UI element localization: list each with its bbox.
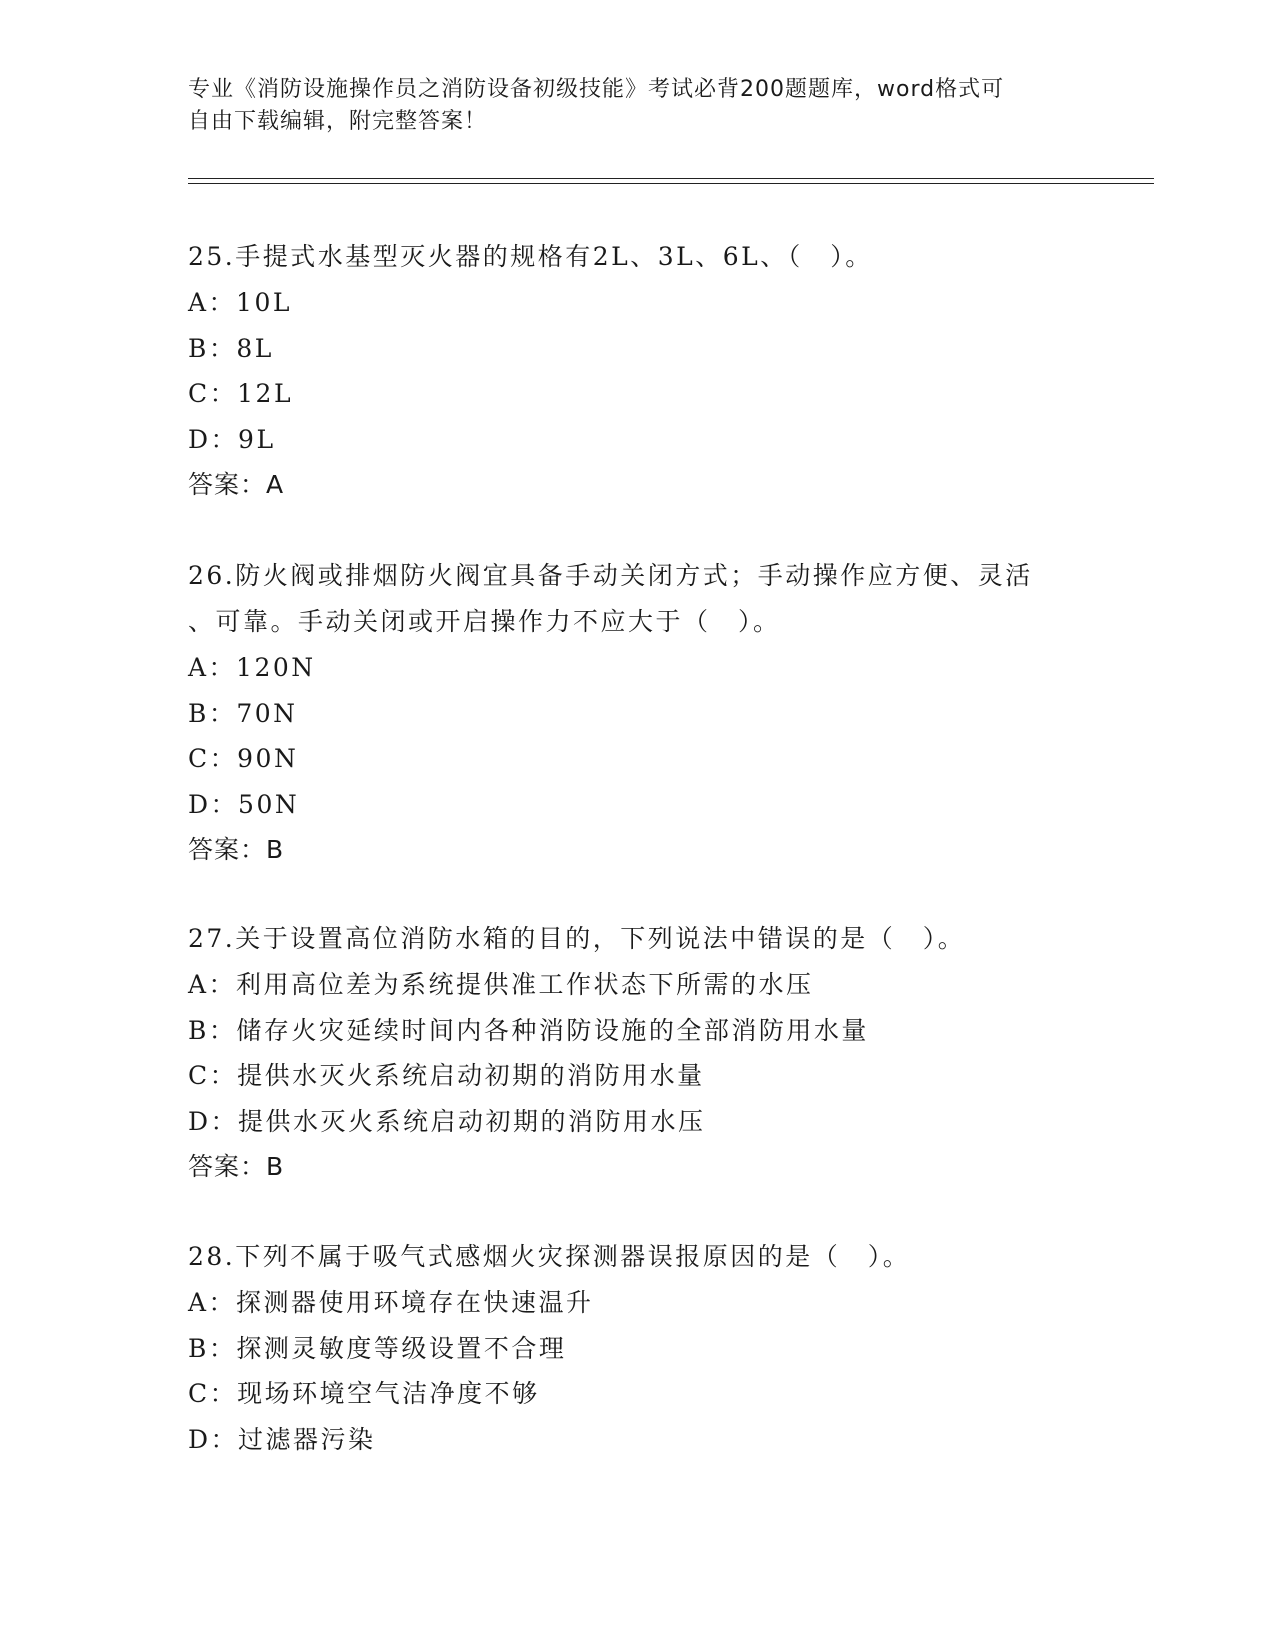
option-a: A：120N <box>188 653 316 682</box>
header-line-1: 专业《消防设施操作员之消防设备初级技能》考试必背200题题库，word格式可 <box>188 77 1005 102</box>
answer: 答案：A <box>188 470 285 499</box>
option-a: A：利用高位差为系统提供准工作状态下所需的水压 <box>188 970 814 999</box>
option-b: B：8L <box>188 333 274 363</box>
question-stem: 27.关于设置高位消防水箱的目的，下列说法中错误的是（ ）。 <box>188 924 966 953</box>
question-26 <box>188 553 1088 872</box>
option-b: B：70N <box>188 698 298 728</box>
option-c: C：现场环境空气洁净度不够 <box>188 1379 540 1408</box>
option-d: D：9L <box>188 424 276 454</box>
question-stem-line-1: 26.防火阀或排烟防火阀宜具备手动关闭方式；手动操作应方便、灵活 <box>188 561 1033 590</box>
header-divider-bottom <box>188 183 1154 184</box>
question-27 <box>188 916 1088 1189</box>
question-25 <box>188 234 1088 507</box>
option-a: A：10L <box>188 288 292 317</box>
option-b: B：储存火灾延续时间内各种消防设施的全部消防用水量 <box>188 1015 869 1045</box>
header-divider-top <box>188 178 1154 179</box>
option-a: A：探测器使用环境存在快速温升 <box>188 1288 594 1317</box>
question-stem-line-2: 、可靠。手动关闭或开启操作力不应大于（ ）。 <box>188 607 781 636</box>
option-d: D：过滤器污染 <box>188 1424 376 1454</box>
option-c: C：提供水灭火系统启动初期的消防用水量 <box>188 1061 705 1090</box>
question-stem: 25.手提式水基型灭火器的规格有2L、3L、6L、（ ）。 <box>188 242 873 271</box>
document-header <box>188 74 1068 138</box>
option-d: D：50N <box>188 789 300 819</box>
answer: 答案：B <box>188 1152 285 1181</box>
option-c: C：12L <box>188 379 294 408</box>
question-28 <box>188 1234 1088 1462</box>
option-c: C：90N <box>188 744 299 773</box>
option-d: D：提供水灭火系统启动初期的消防用水压 <box>188 1106 706 1136</box>
question-stem: 28.下列不属于吸气式感烟火灾探测器误报原因的是（ ）。 <box>188 1242 911 1271</box>
answer: 答案：B <box>188 835 285 864</box>
option-b: B：探测灵敏度等级设置不合理 <box>188 1333 567 1363</box>
header-line-2: 自由下载编辑，附完整答案！ <box>188 109 488 134</box>
